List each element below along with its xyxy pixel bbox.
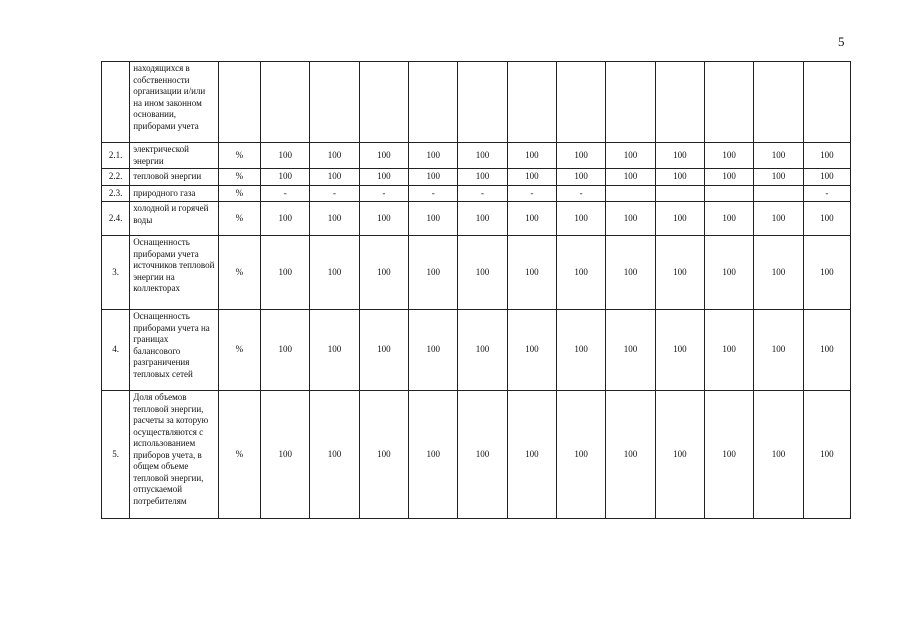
value-cell [754, 186, 803, 202]
value-cell: 100 [655, 169, 704, 186]
value-cell: 100 [557, 143, 606, 169]
value-cell [803, 62, 850, 143]
value-cell: 100 [705, 391, 754, 519]
value-cell: 100 [409, 143, 458, 169]
value-cell: - [310, 186, 359, 202]
value-cell [310, 62, 359, 143]
table-row [102, 62, 851, 143]
value-cell: - [458, 186, 507, 202]
value-cell: 100 [655, 202, 704, 236]
value-cell: 100 [705, 143, 754, 169]
value-cell: 100 [261, 236, 310, 310]
table-row [102, 310, 851, 391]
value-cell: 100 [458, 310, 507, 391]
value-cell: 100 [310, 236, 359, 310]
value-cell: 100 [458, 143, 507, 169]
unit-cell: % [218, 202, 260, 236]
value-cell: 100 [261, 391, 310, 519]
unit-cell: % [218, 169, 260, 186]
value-cell: 100 [458, 391, 507, 519]
value-cell: 100 [409, 310, 458, 391]
table-row [102, 143, 851, 169]
unit-cell: % [218, 236, 260, 310]
value-cell: 100 [409, 202, 458, 236]
value-cell [261, 62, 310, 143]
value-cell [705, 62, 754, 143]
unit-cell [218, 62, 260, 143]
value-cell: 100 [261, 169, 310, 186]
value-cell [705, 186, 754, 202]
value-cell: 100 [359, 169, 408, 186]
value-cell [507, 62, 556, 143]
value-cell: 100 [803, 310, 850, 391]
value-cell: 100 [705, 169, 754, 186]
indicator-name-cell: тепловой энергии [130, 169, 219, 186]
value-cell [606, 62, 655, 143]
value-cell: 100 [754, 310, 803, 391]
value-cell: - [507, 186, 556, 202]
value-cell: 100 [359, 143, 408, 169]
value-cell: 100 [557, 391, 606, 519]
indicator-name-cell: Доля объемов тепловой энергии, расчеты за которую осуществляются с использованием приборов учета, в общем объеме тепловой энергии, отпускаемой потребителям [130, 391, 219, 519]
value-cell: 100 [261, 143, 310, 169]
value-cell: 100 [803, 236, 850, 310]
value-cell: 100 [557, 202, 606, 236]
value-cell: 100 [655, 143, 704, 169]
unit-cell: % [218, 310, 260, 391]
value-cell: 100 [458, 169, 507, 186]
value-cell: 100 [754, 169, 803, 186]
table-row [102, 186, 851, 202]
table-row [102, 202, 851, 236]
page-number: 5 [838, 34, 845, 49]
value-cell: - [359, 186, 408, 202]
value-cell: 100 [606, 236, 655, 310]
value-cell: 100 [310, 169, 359, 186]
value-cell: 100 [803, 143, 850, 169]
value-cell: 100 [754, 143, 803, 169]
value-cell: 100 [310, 391, 359, 519]
indicator-table [101, 61, 851, 519]
value-cell: 100 [310, 310, 359, 391]
value-cell: - [557, 186, 606, 202]
value-cell [409, 62, 458, 143]
row-number-cell: 5. [102, 391, 130, 519]
value-cell: 100 [655, 310, 704, 391]
value-cell: 100 [359, 236, 408, 310]
row-number-cell: 4. [102, 310, 130, 391]
value-cell: - [803, 186, 850, 202]
value-cell: 100 [310, 202, 359, 236]
value-cell: 100 [557, 169, 606, 186]
value-cell: 100 [803, 169, 850, 186]
unit-cell: % [218, 391, 260, 519]
row-number-cell: 3. [102, 236, 130, 310]
value-cell: 100 [606, 169, 655, 186]
indicator-name-cell: Оснащенность приборами учета источников тепловой энергии на коллекторах [130, 236, 219, 310]
value-cell: 100 [557, 236, 606, 310]
indicator-name-cell: природного газа [130, 186, 219, 202]
indicator-name-cell: электрической энергии [130, 143, 219, 169]
value-cell: 100 [507, 202, 556, 236]
value-cell [655, 186, 704, 202]
row-number-cell: 2.2. [102, 169, 130, 186]
value-cell: 100 [705, 310, 754, 391]
table-row [102, 236, 851, 310]
value-cell: 100 [754, 202, 803, 236]
table-row [102, 169, 851, 186]
value-cell: 100 [507, 236, 556, 310]
indicator-name-cell: холодной и горячей воды [130, 202, 219, 236]
unit-cell: % [218, 143, 260, 169]
value-cell: 100 [655, 236, 704, 310]
row-number-cell: 2.3. [102, 186, 130, 202]
value-cell: 100 [606, 391, 655, 519]
value-cell [557, 62, 606, 143]
value-cell: 100 [705, 236, 754, 310]
value-cell: 100 [261, 310, 310, 391]
value-cell: 100 [507, 169, 556, 186]
value-cell: 100 [409, 391, 458, 519]
value-cell: 100 [310, 143, 359, 169]
value-cell: 100 [507, 143, 556, 169]
value-cell: 100 [705, 202, 754, 236]
value-cell: 100 [458, 236, 507, 310]
row-number-cell [102, 62, 130, 143]
value-cell: 100 [359, 202, 408, 236]
value-cell: 100 [261, 202, 310, 236]
indicator-name-cell: Оснащенность приборами учета на границах балансового разграничения тепловых сетей [130, 310, 219, 391]
row-number-cell: 2.4. [102, 202, 130, 236]
value-cell: 100 [409, 236, 458, 310]
value-cell: - [409, 186, 458, 202]
value-cell: 100 [409, 169, 458, 186]
value-cell [754, 62, 803, 143]
value-cell: 100 [507, 310, 556, 391]
value-cell: 100 [557, 310, 606, 391]
value-cell: 100 [458, 202, 507, 236]
indicator-name-cell: находящихся в собственности организации и/или на ином законном основании, приборами учета [130, 62, 219, 143]
value-cell: 100 [606, 310, 655, 391]
value-cell [655, 62, 704, 143]
value-cell: 100 [359, 310, 408, 391]
value-cell: 100 [754, 391, 803, 519]
value-cell [458, 62, 507, 143]
value-cell: - [261, 186, 310, 202]
value-cell: 100 [803, 202, 850, 236]
value-cell: 100 [359, 391, 408, 519]
unit-cell: % [218, 186, 260, 202]
value-cell [359, 62, 408, 143]
value-cell: 100 [754, 236, 803, 310]
value-cell: 100 [507, 391, 556, 519]
value-cell: 100 [803, 391, 850, 519]
value-cell [606, 186, 655, 202]
value-cell: 100 [606, 202, 655, 236]
value-cell: 100 [606, 143, 655, 169]
value-cell: 100 [655, 391, 704, 519]
table-row [102, 391, 851, 519]
row-number-cell: 2.1. [102, 143, 130, 169]
